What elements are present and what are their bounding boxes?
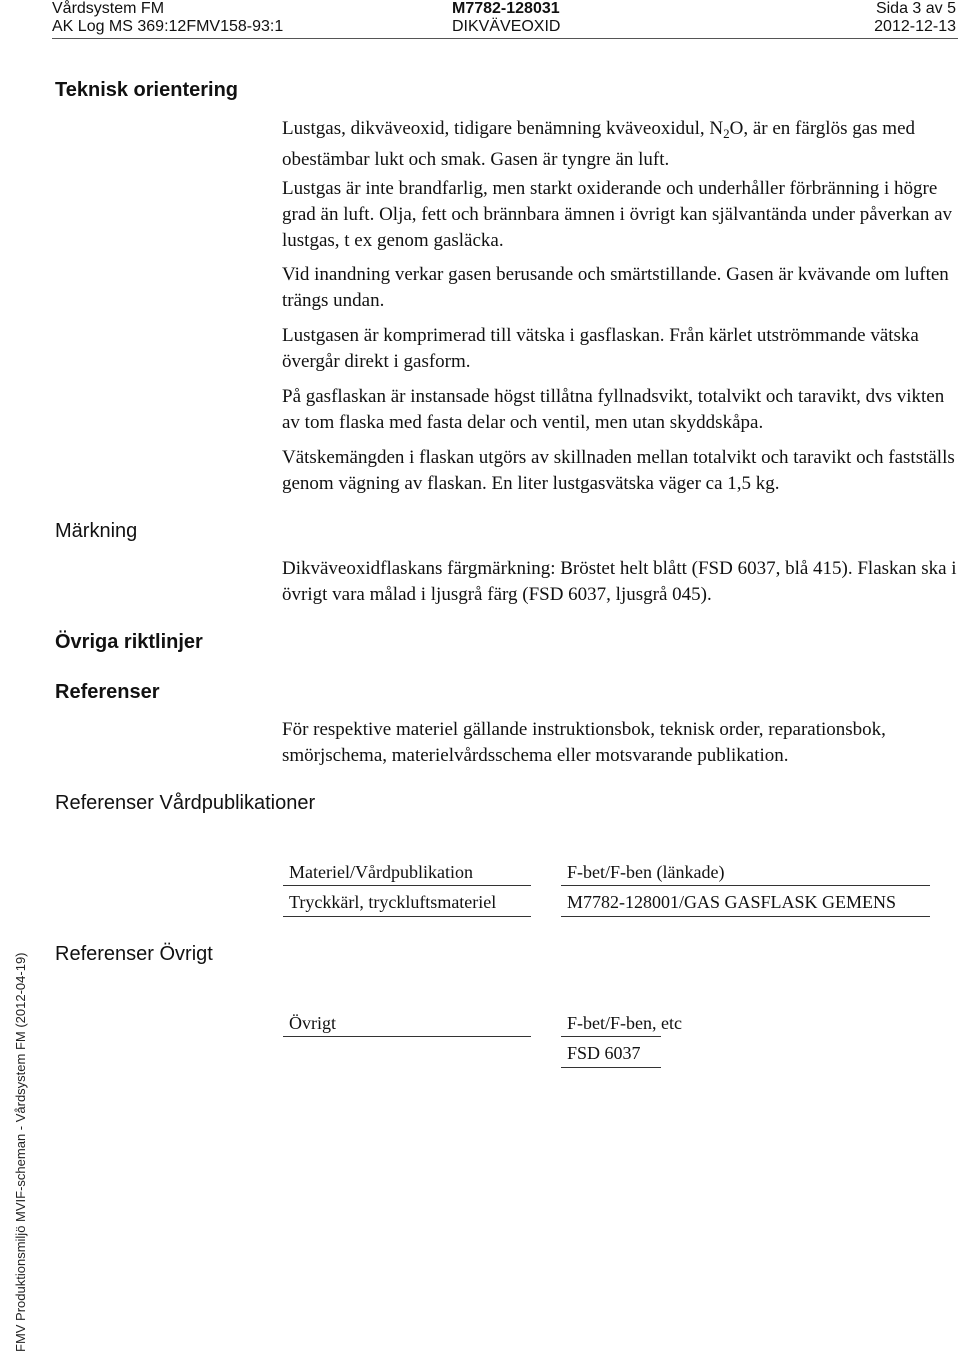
table-header-ovrigt: Övrigt: [289, 1013, 336, 1033]
table-cell-fsd: FSD 6037: [567, 1043, 641, 1063]
paragraph-compression: Lustgasen är komprimerad till vätska i gasflaskan. Från kärlet utströmmande vätska övergår direkt i gasform.: [282, 325, 919, 372]
table-row-underline: [561, 1067, 661, 1068]
table-header-fbet: F-bet/F-ben, etc: [567, 1013, 682, 1033]
header-page-number: Sida 3 av 5: [875, 0, 956, 17]
header-document-title: DIKVÄVEOXID: [452, 18, 561, 35]
table-header-underline: [283, 885, 531, 886]
paragraph-color-marking: Dikväveoxidflaskans färgmärkning: Bröstet helt blått (FSD 6037, blå 415). Flaskan ska i övrigt vara målad i ljusgrå färg (FSD 6037, ljusgrå 045).: [282, 558, 957, 605]
side-production-label: FMV Produktionsmiljö MVIF-scheman - Vårdsystem FM (2012-04-19): [13, 952, 28, 1352]
heading-ovriga-riktlinjer: Övriga riktlinjer: [55, 631, 203, 653]
header-document-number: M7782-128031: [452, 0, 560, 17]
paragraph-cylinder-markings: På gasflaskan är instansade högst tillåtna fyllnadsvikt, totalvikt och taravikt, dvs vikten av tom flaska med fasta delar och ventil, men utan skyddskåpa.: [282, 386, 945, 433]
paragraph-references: För respektive materiel gällande instruktionsbok, teknisk order, reparationsbok, smörjschema, materielvårdsschema eller motsvarande publikation.: [282, 719, 886, 766]
table-row-underline: [283, 916, 531, 917]
table-row-underline: [561, 916, 930, 917]
heading-referenser: Referenser: [55, 681, 160, 703]
table-header-underline: [561, 885, 930, 886]
heading-referenser-ovrigt: Referenser Övrigt: [55, 943, 213, 965]
header-divider: [52, 38, 958, 39]
table-header-underline: [283, 1036, 531, 1037]
header-document-reference: AK Log MS 369:12FMV158-93:1: [52, 18, 284, 35]
table-cell-fbet-link[interactable]: M7782-128001/GAS GASFLASK GEMENS: [567, 892, 897, 912]
paragraph-inhalation: Vid inandning verkar gasen berusande och smärtstillande. Gasen är kvävande om luften trängs undan.: [282, 264, 949, 311]
heading-markning: Märkning: [55, 520, 138, 542]
header-system-name: Vårdsystem FM: [52, 0, 165, 17]
paragraph-liquid-quantity: Vätskemängden i flaskan utgörs av skillnaden mellan totalvikt och taravikt och fastställs genom vägning av flaskan. En liter lustgasvätska väger ca 1,5 kg.: [282, 447, 955, 494]
paragraph-fire-hazard: Lustgas är inte brandfarlig, men starkt oxiderande och underhåller förbränning i högre grad än luft. Olja, fett och brännbara ämnen i övrigt kan självantända under påverkan av lustgas, t ex genom gasläcka.: [282, 178, 953, 251]
paragraph-gas-description: Lustgas, dikväveoxid, tidigare benämning kväveoxidul, $N_2O$, är en färglös gas med obestämbar lukt och smak. Gasen är tyngre än luft.: [282, 118, 916, 170]
table-header-fbet-linked: F-bet/F-ben (länkade): [567, 862, 725, 882]
table-header-materiel: Materiel/Vårdpublikation: [289, 862, 473, 882]
heading-teknisk-orientering: Teknisk orientering: [55, 79, 239, 101]
heading-referenser-vardpublikationer: Referenser Vårdpublikationer: [55, 792, 316, 814]
table-header-underline: [561, 1036, 661, 1037]
header-date: 2012-12-13: [874, 18, 956, 35]
table-cell-materiel: Tryckkärl, tryckluftsmateriel: [289, 892, 497, 912]
